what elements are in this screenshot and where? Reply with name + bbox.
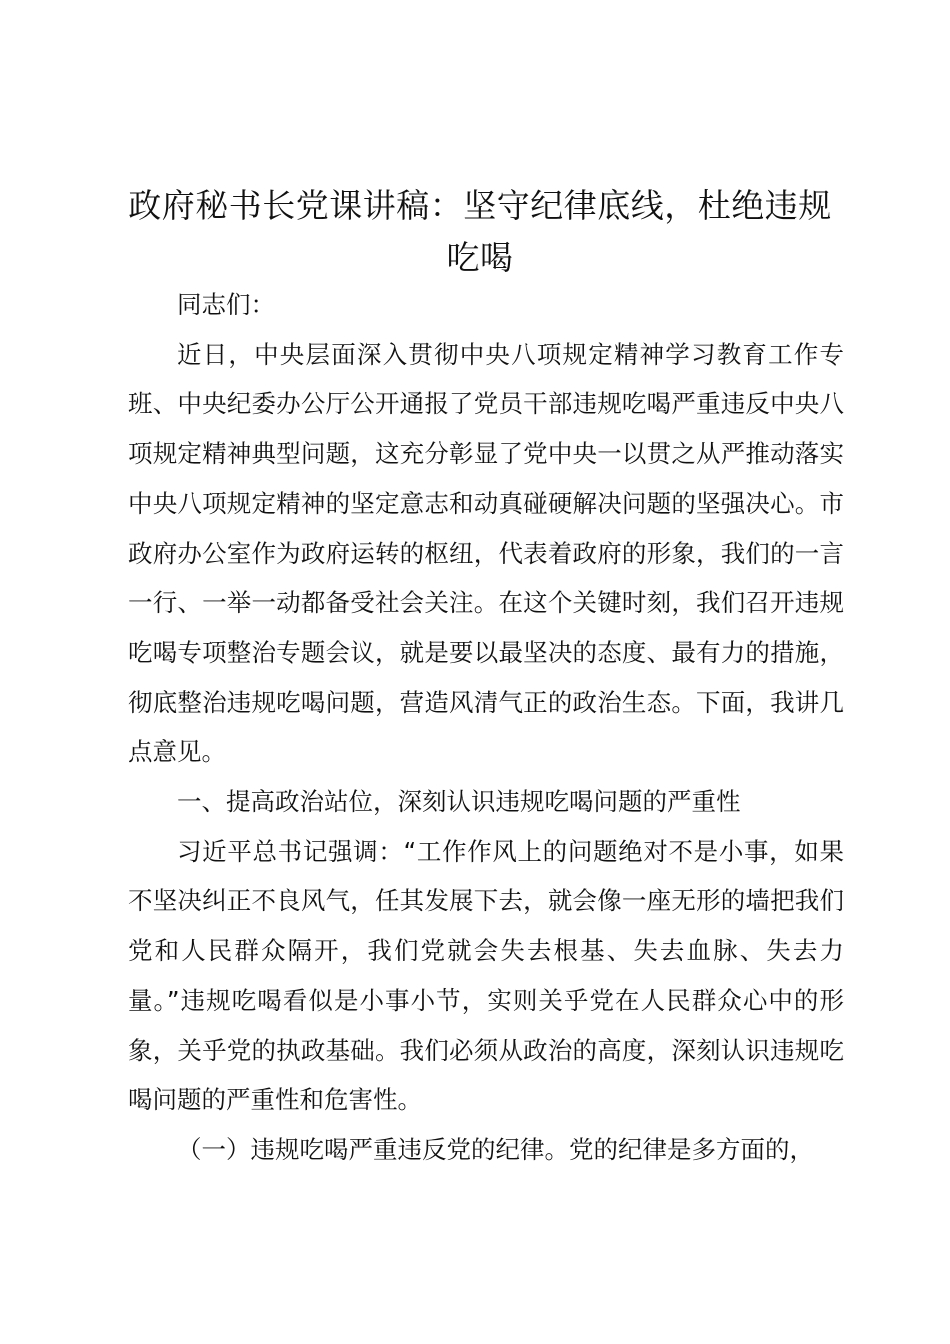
- document-title: 政府秘书长党课讲稿：坚守纪律底线，杜绝违规吃喝: [128, 186, 832, 277]
- section-heading-1: 一、提高政治站位，深刻认识违规吃喝问题的严重性: [177, 787, 741, 817]
- paragraph-quote: 习近平总书记强调：“工作作风上的问题绝对不是小事，如果不坚决纠正不良风气，任其发展下去，就会像一座无形的墙把我们党和人民群众隔开，我们党就会失去根基、失去血脉、失去力量。”违规吃喝看似是小事小节，实则关乎党在人民群众心中的形象，关乎党的执政基础。我们必须从政治的高度，深刻认识违规吃喝问题的严重性和危害性。: [128, 836, 844, 1115]
- salutation: 同志们：: [177, 290, 275, 319]
- document-body: [128, 280, 844, 1175]
- paragraph-intro: 近日，中央层面深入贯彻中央八项规定精神学习教育工作专班、中央纪委办公厅公开通报了党员干部违规吃喝严重违反中央八项规定精神典型问题，这充分彰显了党中央一以贯之从严推动落实中央八项规定精神的坚定意志和动真碰硬解决问题的坚强决心。市政府办公室作为政府运转的枢纽，代表着政府的形象，我们的一言一行、一举一动都备受社会关注。在这个关键时刻，我们召开违规吃喝专项整治专题会议，就是要以最坚决的态度、最有力的措施，彻底整治违规吃喝问题，营造风清气正的政治生态。下面，我讲几点意见。: [128, 339, 844, 767]
- paragraph-subsection-1: （一）违规吃喝严重违反党的纪律。党的纪律是多方面的，: [177, 1134, 814, 1164]
